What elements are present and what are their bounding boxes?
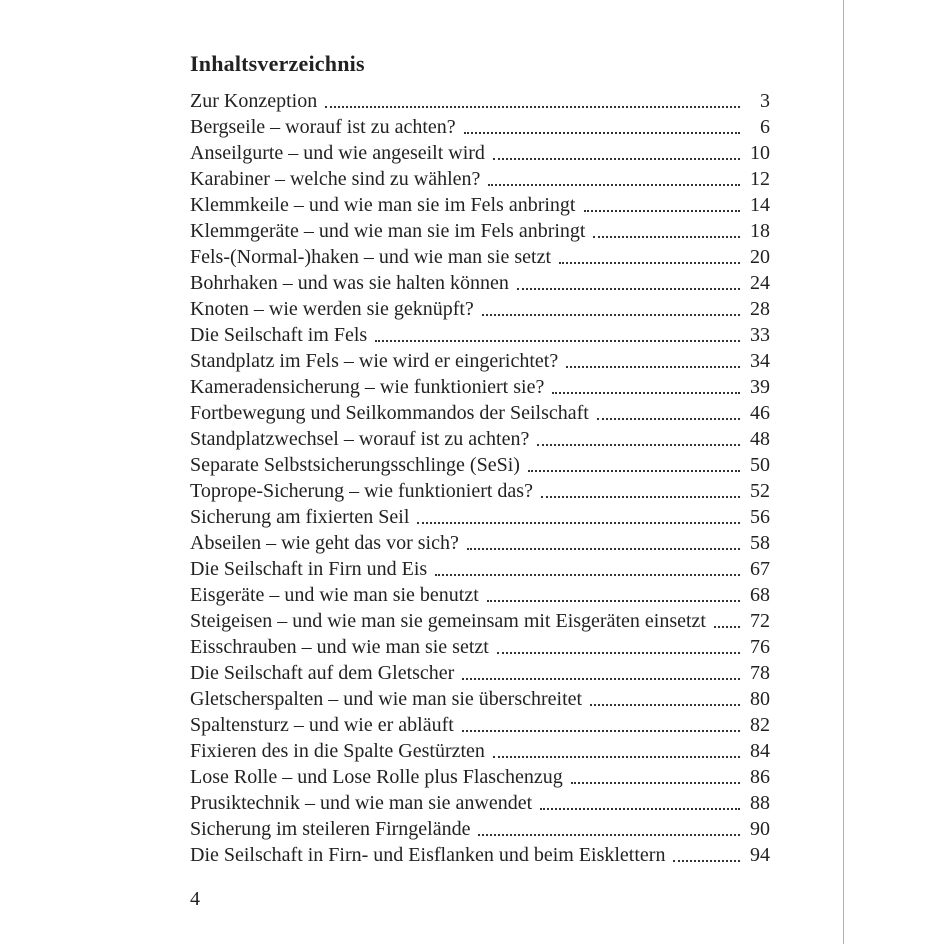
toc-leader-dots	[714, 626, 740, 628]
toc-entry-page: 68	[750, 584, 770, 606]
toc-entry-label: Fixieren des in die Spalte Gestürzten	[190, 740, 485, 762]
toc-leader-dots	[528, 470, 740, 472]
toc-entry	[190, 166, 770, 192]
toc-leader-dots	[478, 834, 740, 836]
toc-entry-label: Sicherung am fixierten Seil	[190, 506, 410, 528]
toc-entry-page: 72	[750, 610, 770, 632]
toc-leader-dots	[597, 418, 740, 420]
toc-entry-page: 78	[750, 662, 770, 684]
toc-leader-dots	[417, 522, 740, 524]
toc-entry	[190, 660, 770, 686]
toc-entry-label: Gletscherspalten – und wie man sie überschreitet	[190, 688, 583, 710]
toc-entry-page: 56	[750, 506, 770, 528]
toc-entry-label: Steigeisen – und wie man sie gemeinsam mit Eisgeräten einsetzt	[190, 610, 706, 632]
toc-entry	[190, 88, 770, 114]
toc-entry-page: 50	[750, 454, 770, 476]
toc-leader-dots	[552, 392, 740, 394]
toc-leader-dots	[497, 652, 740, 654]
toc-leader-dots	[435, 574, 740, 576]
toc-entry-label: Anseilgurte – und wie angeseilt wird	[190, 142, 485, 164]
toc-entry-label: Fels-(Normal-)haken – und wie man sie setzt	[190, 246, 552, 268]
toc-leader-dots	[673, 860, 740, 862]
toc-leader-dots	[517, 288, 740, 290]
toc-entry-label: Fortbewegung und Seilkommandos der Seilschaft	[190, 402, 589, 424]
toc-leader-dots	[493, 756, 740, 758]
toc-entry	[190, 114, 770, 140]
toc-entry	[190, 686, 770, 712]
toc-entry-label: Karabiner – welche sind zu wählen?	[190, 168, 481, 190]
toc-entry-label: Knoten – wie werden sie geknüpft?	[190, 298, 474, 320]
toc-entry-page: 82	[750, 714, 770, 736]
toc-leader-dots	[541, 496, 740, 498]
toc-entry	[190, 244, 770, 270]
toc-leader-dots	[559, 262, 740, 264]
toc-leader-dots	[325, 106, 740, 108]
toc-leader-dots	[537, 444, 740, 446]
toc-entry-label: Klemmkeile – und wie man sie im Fels anbringt	[190, 194, 576, 216]
toc-entry-page: 10	[750, 142, 770, 164]
toc-leader-dots	[488, 184, 740, 186]
toc-entry	[190, 270, 770, 296]
toc-leader-dots	[584, 210, 741, 212]
toc-leader-dots	[566, 366, 740, 368]
toc-entry-page: 28	[750, 298, 770, 320]
toc-entry	[190, 192, 770, 218]
toc-entry-label: Die Seilschaft in Firn und Eis	[190, 558, 428, 580]
toc-entry-page: 76	[750, 636, 770, 658]
toc-entry	[190, 374, 770, 400]
toc-entry-label: Abseilen – wie geht das vor sich?	[190, 532, 459, 554]
toc-leader-dots	[593, 236, 740, 238]
toc-entry-label: Toprope-Sicherung – wie funktioniert das?	[190, 480, 533, 502]
toc-entry	[190, 452, 770, 478]
toc-entry-page: 14	[750, 194, 770, 216]
toc-leader-dots	[462, 678, 740, 680]
toc-entry-label: Klemmgeräte – und wie man sie im Fels anbringt	[190, 220, 586, 242]
toc-entry-page: 88	[750, 792, 770, 814]
toc-entry	[190, 348, 770, 374]
toc-leader-dots	[493, 158, 740, 160]
toc-entry-page: 84	[750, 740, 770, 762]
toc-entry-page: 86	[750, 766, 770, 788]
toc-entry-label: Eisschrauben – und wie man sie setzt	[190, 636, 489, 658]
toc-entry	[190, 816, 770, 842]
toc-entry	[190, 530, 770, 556]
toc-entry-label: Zur Konzeption	[190, 90, 318, 112]
toc-entry-label: Eisgeräte – und wie man sie benutzt	[190, 584, 479, 606]
toc-entry-page: 52	[750, 480, 770, 502]
toc-leader-dots	[467, 548, 740, 550]
toc-entry-page: 6	[760, 116, 770, 138]
toc-leader-dots	[590, 704, 740, 706]
page-edge-line	[843, 0, 844, 944]
toc-entry	[190, 608, 770, 634]
toc-entry-page: 34	[750, 350, 770, 372]
toc-entry	[190, 790, 770, 816]
toc-entry-label: Spaltensturz – und wie er abläuft	[190, 714, 454, 736]
toc-leader-dots	[487, 600, 740, 602]
toc-entry	[190, 738, 770, 764]
toc-entry-page: 18	[750, 220, 770, 242]
toc-entry	[190, 322, 770, 348]
toc-entry-page: 24	[750, 272, 770, 294]
toc-entry-page: 12	[750, 168, 770, 190]
toc-entry-label: Separate Selbstsicherungsschlinge (SeSi)	[190, 454, 520, 476]
page-title: Inhaltsverzeichnis	[190, 51, 365, 76]
toc-leader-dots	[464, 132, 740, 134]
toc-entry	[190, 634, 770, 660]
toc-entry-page: 3	[760, 90, 770, 112]
toc-entry-label: Standplatz im Fels – wie wird er eingerichtet?	[190, 350, 559, 372]
toc-entry	[190, 400, 770, 426]
toc-entry-page: 90	[750, 818, 770, 840]
toc-entry-page: 58	[750, 532, 770, 554]
toc-entry	[190, 556, 770, 582]
toc-entry	[190, 426, 770, 452]
toc-leader-dots	[482, 314, 740, 316]
toc-entry-label: Die Seilschaft im Fels	[190, 324, 368, 346]
footer-page-number: 4	[190, 888, 200, 910]
toc-leader-dots	[540, 808, 740, 810]
toc-leader-dots	[571, 782, 740, 784]
toc-entry	[190, 712, 770, 738]
toc-entry-label: Sicherung im steileren Firngelände	[190, 818, 471, 840]
toc-entry-label: Kameradensicherung – wie funktioniert sie?	[190, 376, 545, 398]
toc-list	[190, 88, 770, 868]
toc-entry-page: 46	[750, 402, 770, 424]
toc-entry-page: 94	[750, 844, 770, 866]
toc-entry-label: Die Seilschaft auf dem Gletscher	[190, 662, 455, 684]
toc-entry-label: Die Seilschaft in Firn- und Eisflanken und beim Eisklettern	[190, 844, 666, 866]
toc-leader-dots	[375, 340, 740, 342]
toc-entry	[190, 842, 770, 868]
toc-entry-label: Lose Rolle – und Lose Rolle plus Flaschenzug	[190, 766, 563, 788]
toc-entry	[190, 296, 770, 322]
toc-entry-label: Standplatzwechsel – worauf ist zu achten?	[190, 428, 530, 450]
toc-entry-label: Bohrhaken – und was sie halten können	[190, 272, 509, 294]
toc-entry	[190, 478, 770, 504]
toc-entry	[190, 140, 770, 166]
toc-entry-page: 39	[750, 376, 770, 398]
toc-entry-label: Prusiktechnik – und wie man sie anwendet	[190, 792, 533, 814]
toc-leader-dots	[462, 730, 740, 732]
toc-entry-page: 20	[750, 246, 770, 268]
toc-content	[190, 50, 770, 912]
toc-entry-page: 33	[750, 324, 770, 346]
toc-entry	[190, 218, 770, 244]
toc-entry-page: 67	[750, 558, 770, 580]
toc-entry	[190, 582, 770, 608]
toc-entry	[190, 764, 770, 790]
toc-entry	[190, 504, 770, 530]
toc-entry-label: Bergseile – worauf ist zu achten?	[190, 116, 456, 138]
toc-entry-page: 48	[750, 428, 770, 450]
toc-entry-page: 80	[750, 688, 770, 710]
